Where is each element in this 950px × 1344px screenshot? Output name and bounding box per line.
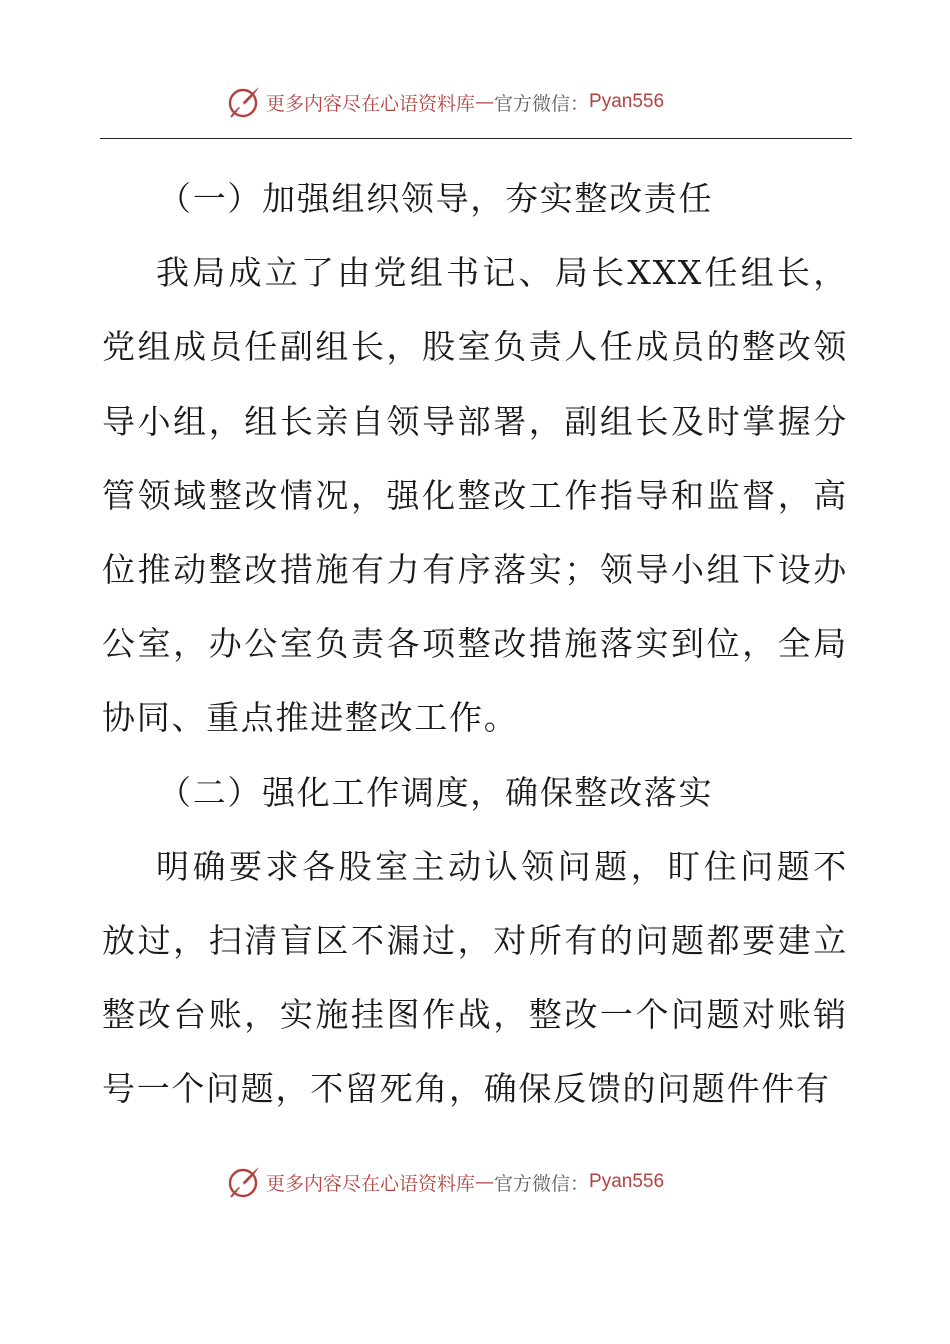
section-heading-1: （一）加强组织领导，夯实整改责任 [158,179,714,218]
paragraph-1: 我局成立了由党组书记、局长XXX任组长，党组成员任副组长，股室负责人任成员的整改领导小组，组长亲自领导部署，副组长及时掌握分管领域整改情况，强化整改工作指导和监督，高位推动整改措施有力有序落实；领导小组下设办公室，办公室负责各项整改措施落实到位，全局协同、重点推进整改工作。 [102,253,848,738]
header-divider [100,138,852,139]
header-banner [226,82,664,122]
banner-official-label: 官方微信： [494,92,590,115]
paragraph-2: 明确要求各股室主动认领问题，盯住问题不放过，扫清盲区不漏过，对所有的问题都要建立整改台账，实施挂图作战，整改一个问题对账销号一个问题，不留死角，确保反馈的问题件件有 [102,846,848,1109]
quill-logo-icon [226,84,262,120]
footer-slogan: 更多内容尽在心语资料库 [266,1172,476,1195]
footer-official-label: 官方微信： [494,1172,590,1195]
footer-wechat-id: Pyan556 [589,1171,665,1192]
footer-separator: — [475,1171,495,1193]
banner-slogan: 更多内容尽在心语资料库 [266,92,476,115]
banner-separator: — [475,91,495,113]
quill-logo-icon [226,1164,262,1200]
document-body [102,162,848,1127]
footer-banner [226,1162,664,1202]
section-heading-2: （二）强化工作调度，确保整改落实 [158,772,714,812]
banner-wechat-id: Pyan556 [589,91,665,112]
